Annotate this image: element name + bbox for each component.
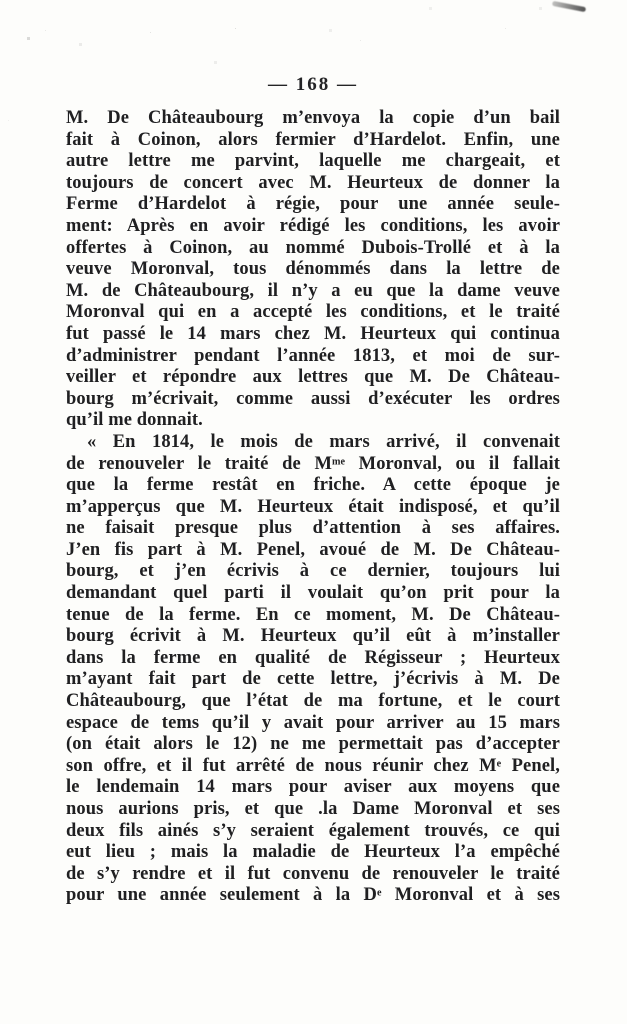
text-line: bourg, et j’en écrivis à ce dernier, toujours lui bbox=[66, 561, 560, 582]
text-line: le lendemain 14 mars pour aviser aux moyens que bbox=[66, 777, 560, 798]
text-line: fut passé le 14 mars chez M. Heurteux qui continua bbox=[66, 323, 560, 344]
text-line: eut lieu ; mais la maladie de Heurteux l’a empêché bbox=[66, 842, 560, 863]
text-line: m’apperçus que M. Heurteux était indisposé, et qu’il bbox=[66, 496, 560, 517]
text-line: Châteaubourg, que l’état de ma fortune, et le court bbox=[66, 691, 560, 712]
text-line: veiller et répondre aux lettres que M. De Château- bbox=[66, 367, 560, 388]
text-line: (on était alors le 12) ne me permettait pas d’accepter bbox=[66, 734, 560, 755]
text-line: pour une année seulement à la De Moronval et à ses bbox=[66, 885, 560, 906]
ink-smudge bbox=[552, 1, 586, 12]
text-line: bourg écrivit à M. Heurteux qu’il eût à m’installer bbox=[66, 626, 560, 647]
text-line: autre lettre me parvint, laquelle me chargeait, et bbox=[66, 151, 560, 172]
text-line: bourg m’écrivait, comme aussi d’exécuter les ordres bbox=[66, 388, 560, 409]
text-line: dans la ferme en qualité de Régisseur ; Heurteux bbox=[66, 647, 560, 668]
text-line: deux fils ainés s’y seraient également trouvés, ce qui bbox=[66, 820, 560, 841]
text-line: m’ayant fait part de cette lettre, j’écrivis à M. De bbox=[66, 669, 560, 690]
text-line: offertes à Coinon, au nommé Dubois-Trollé et à la bbox=[66, 237, 560, 258]
text-line: Moronval qui en a accepté les conditions, et le traité bbox=[66, 302, 560, 323]
text-line: que la ferme restât en friche. A cette époque je bbox=[66, 475, 560, 496]
text-line: demandant quel parti il voulait qu’on prit pour la bbox=[66, 583, 560, 604]
scan-noise bbox=[0, 0, 1, 1]
text-line: de s’y rendre et il fut convenu de renouveler le traité bbox=[66, 863, 560, 884]
text-line: fait à Coinon, alors fermier d’Hardelot. Enfin, une bbox=[66, 129, 560, 150]
text-line: tenue de la ferme. En ce moment, M. De Château- bbox=[66, 604, 560, 625]
text-line: M. De Châteaubourg m’envoya la copie d’un bail bbox=[66, 108, 560, 128]
text-line: ne faisait presque plus d’attention à ses affaires. bbox=[66, 518, 560, 539]
text-line: « En 1814, le mois de mars arrivé, il convenait bbox=[87, 431, 560, 452]
text-line: espace de tems qu’il y avait pour arriver au 15 mars bbox=[66, 712, 560, 733]
text-line: Ferme d’Hardelot à régie, pour une année seule- bbox=[66, 194, 560, 215]
text-line: son offre, et il fut arrêté de nous réunir chez Me Penel, bbox=[66, 755, 560, 776]
page-number: — 168 — bbox=[268, 74, 358, 95]
text-line: de renouveler le traité de $M^{me}$ Moronval, ou il fallait bbox=[66, 453, 560, 474]
text-line: J’en fis part à M. Penel, avoué de M. De Château- bbox=[66, 539, 560, 560]
text-line: ment: Après en avoir rédigé les conditions, les avoir bbox=[66, 215, 560, 236]
page-body bbox=[66, 108, 560, 907]
text-line: toujours de concert avec M. Heurteux de donner la bbox=[66, 172, 560, 193]
text-line: d’administrer pendant l’année 1813, et moi de sur- bbox=[66, 345, 560, 366]
text-line: M. de Châteaubourg, il n’y a eu que la dame veuve bbox=[66, 280, 560, 301]
text-line: nous aurions pris, et que .la Dame Moronval et ses bbox=[66, 799, 560, 819]
text-line: qu’il me donnait. bbox=[66, 410, 203, 431]
text-line: veuve Moronval, tous dénommés dans la lettre de bbox=[66, 259, 560, 280]
